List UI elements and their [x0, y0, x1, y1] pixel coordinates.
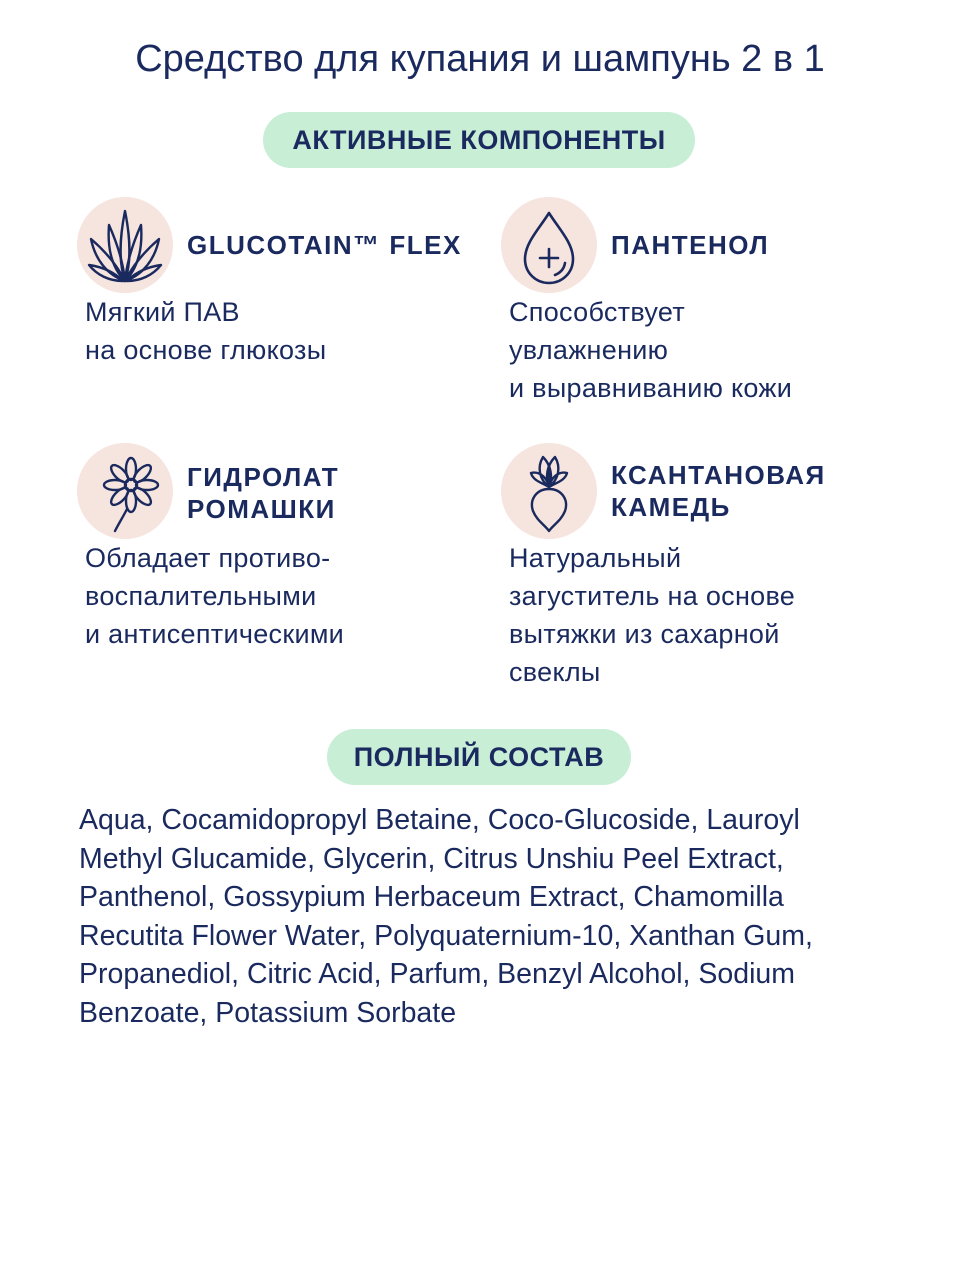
ingredient-description-line: и выравниванию кожи [509, 373, 793, 403]
ingredient-name: ПАНТЕНОЛ [611, 230, 770, 260]
ingredient-description-line: и антисептическими [85, 619, 345, 649]
chamomile-icon [77, 443, 173, 539]
drop-plus-icon [501, 197, 597, 293]
ingredient-description-line: свеклы [509, 657, 601, 687]
full-composition-badge [327, 729, 631, 785]
composition-line: Methyl Glucamide, Glycerin, Citrus Unshiu Peel Extract, [79, 842, 784, 875]
ingredient-description-line: воспалительными [85, 581, 317, 611]
ingredient-description-line: увлажнению [509, 335, 669, 365]
ingredient-description-line: загуститель на основе [509, 581, 796, 611]
ingredient-name: КСАНТАНОВАЯ [611, 460, 826, 490]
ingredient-description-line: Способствует [509, 297, 686, 327]
active-components-badge [263, 112, 695, 168]
beet-icon [501, 443, 597, 539]
composition-line: Aqua, Cocamidopropyl Betaine, Coco-Glucoside, Lauroyl [79, 804, 800, 836]
page-title: Средство для купания и шампунь 2 в 1 [135, 38, 825, 80]
composition-line: Benzoate, Potassium Sorbate [79, 996, 457, 1029]
ingredient-name: КАМЕДЬ [611, 492, 731, 522]
ingredient-description-line: вытяжки из сахарной [509, 619, 780, 649]
active-components-label: АКТИВНЫЕ КОМПОНЕНТЫ [292, 124, 666, 155]
full-composition-label: ПОЛНЫЙ СОСТАВ [353, 741, 605, 772]
composition-line: Panthenol, Gossypium Herbaceum Extract, Chamomilla [79, 881, 784, 914]
ingredient-name: ГИДРОЛАТ [187, 462, 340, 492]
ingredient-description-line: Натуральный [509, 543, 682, 573]
ingredient-description-line: Обладает противо- [85, 543, 331, 573]
ingredient-description-line: Мягкий ПАВ [85, 297, 240, 327]
ingredient-name: GLUCOTAIN™ FLEX [187, 230, 462, 260]
ingredient-description-line: на основе глюкозы [85, 335, 327, 365]
composition-text [79, 801, 879, 1033]
composition-line: Propanediol, Citric Acid, Parfum, Benzyl Alcohol, Sodium [79, 958, 796, 991]
composition-line: Recutita Flower Water, Polyquaternium-10, Xanthan Gum, [79, 919, 813, 952]
aloe-icon [77, 197, 173, 293]
ingredient-name: РОМАШКИ [187, 494, 336, 524]
